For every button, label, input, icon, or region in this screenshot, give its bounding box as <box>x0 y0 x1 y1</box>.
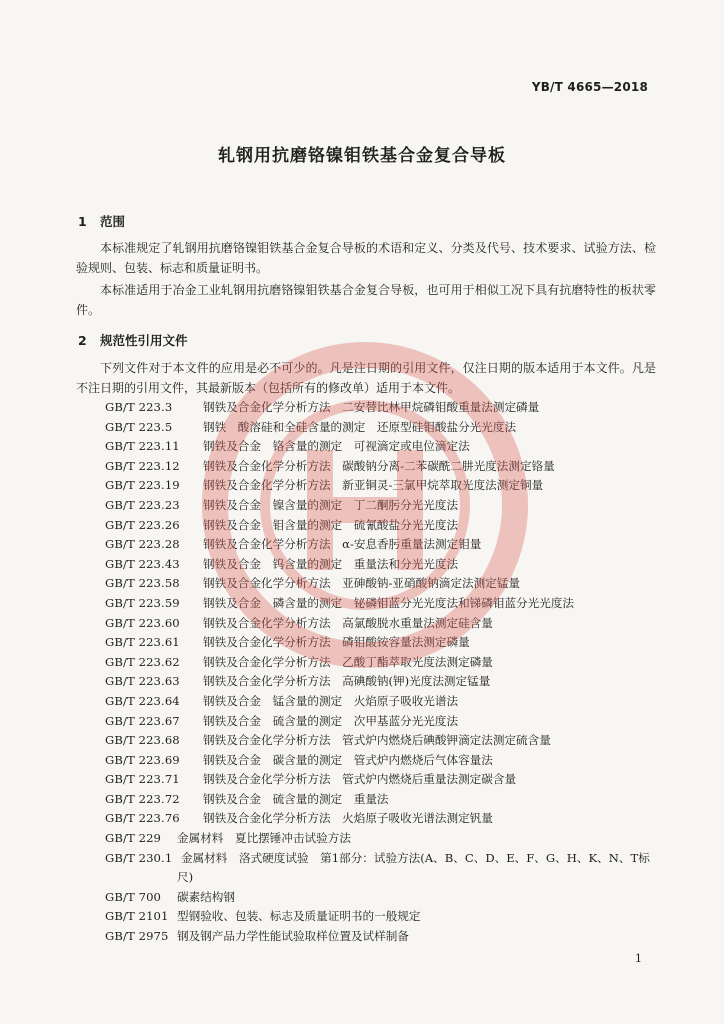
reference-title: 钢铁及合金化学分析方法 乙酸丁酯萃取光度法测定磷量 <box>203 654 493 669</box>
reference-item <box>105 712 665 732</box>
section-1-paragraph-2: 本标准适用于冶金工业轧钢用抗磨铬镍钼铁基合金复合导板，也可用于相似工况下具有抗磨特性的板状零件。 <box>76 283 656 317</box>
section-2-title: 规范性引用文件 <box>100 333 188 348</box>
reference-title: 钢铁及合金化学分析方法 亚砷酸钠-亚硝酸钠滴定法测定锰量 <box>203 576 520 591</box>
section-2-number: 2 <box>78 333 87 348</box>
reference-title: 钢铁及合金化学分析方法 磷钼酸铵容量法测定磷量 <box>203 635 470 650</box>
reference-item <box>105 829 665 849</box>
reference-code: GB/T 223.71 <box>105 772 180 787</box>
reference-code: GB/T 223.72 <box>105 791 180 806</box>
reference-title: 金属材料 洛式硬度试验 第1部分：试验方法(A、B、C、D、E、F、G、H、K、N、T标 <box>181 850 650 865</box>
section-1-heading <box>78 212 125 230</box>
reference-title: 钢铁及合金 硫含量的测定 次甲基蓝分光光度法 <box>203 713 459 728</box>
reference-code: GB/T 700 <box>105 889 162 904</box>
section-1-number: 1 <box>78 214 87 229</box>
reference-item <box>105 496 665 516</box>
reference-code: GB/T 223.43 <box>105 556 180 571</box>
section-1-paragraph-1: 本标准规定了轧钢用抗磨铬镍钼铁基合金复合导板的术语和定义、分类及代号、技术要求、试验方法、检验规则、包装、标志和质量证明书。 <box>76 241 656 275</box>
reference-code: GB/T 223.59 <box>105 595 180 610</box>
reference-item <box>105 437 665 457</box>
reference-item <box>105 476 665 496</box>
reference-title: 碳素结构钢 <box>177 889 235 904</box>
reference-title: 钢铁 酸溶硅和全硅含量的测定 还原型硅钼酸盐分光光度法 <box>203 419 517 434</box>
reference-code: GB/T 223.76 <box>105 811 180 826</box>
section-1-title: 范围 <box>100 214 126 229</box>
reference-code: GB/T 223.23 <box>105 497 180 512</box>
reference-item <box>105 457 665 477</box>
reference-title: 钢铁及合金 铬含量的测定 可视滴定或电位滴定法 <box>203 439 470 454</box>
reference-code: GB/T 223.61 <box>105 635 180 650</box>
reference-item <box>105 731 665 751</box>
reference-list <box>105 398 665 947</box>
reference-item <box>105 927 665 947</box>
reference-code: GB/T 223.3 <box>105 400 173 414</box>
reference-title: 钢铁及合金化学分析方法 火焰原子吸收光谱法测定钒量 <box>203 811 493 826</box>
reference-title: 钢铁及合金 硫含量的测定 重量法 <box>203 791 389 806</box>
reference-item <box>105 633 665 653</box>
reference-item <box>105 653 665 673</box>
reference-item <box>105 809 665 829</box>
reference-code: GB/T 223.11 <box>105 439 180 454</box>
reference-code: GB/T 223.67 <box>105 713 180 728</box>
reference-code: GB/T 229 <box>105 831 162 846</box>
reference-item <box>105 614 665 634</box>
reference-title: 钢铁及合金 镍含量的测定 丁二酮肟分光光度法 <box>203 497 459 512</box>
reference-title: 型钢验收、包装、标志及质量证明书的一般规定 <box>177 909 421 924</box>
reference-item <box>105 672 665 692</box>
reference-code: GB/T 223.26 <box>105 517 180 532</box>
reference-code: GB/T 223.63 <box>105 674 180 689</box>
reference-code: GB/T 223.12 <box>105 458 180 473</box>
reference-item <box>105 535 665 555</box>
reference-title: 钢铁及合金化学分析方法 高碘酸钠(钾)光度法测定锰量 <box>203 674 491 689</box>
reference-code: GB/T 223.19 <box>105 478 180 493</box>
reference-item <box>105 574 665 594</box>
reference-item <box>105 770 665 790</box>
document-title: 轧钢用抗磨铬镍钼铁基合金复合导板 <box>218 146 506 166</box>
reference-code: GB/T 2101 <box>105 909 169 924</box>
reference-title: 钢铁及合金化学分析方法 二安替比林甲烷磷钼酸重量法测定磷量 <box>203 400 540 414</box>
reference-item <box>105 594 665 614</box>
reference-title: 钢及钢产品力学性能试验取样位置及试样制备 <box>177 929 409 944</box>
reference-title: 金属材料 夏比摆锤冲击试验方法 <box>177 831 351 846</box>
reference-code: GB/T 223.62 <box>105 654 180 669</box>
reference-item <box>105 398 665 418</box>
reference-item <box>105 418 665 438</box>
reference-item <box>105 516 665 536</box>
standard-code: YB/T 4665—2018 <box>531 80 648 94</box>
reference-item <box>105 888 665 908</box>
section-2-heading <box>78 331 188 349</box>
reference-code: GB/T 2975 <box>105 929 169 944</box>
reference-item <box>105 692 665 712</box>
reference-code: GB/T 223.64 <box>105 693 180 708</box>
reference-title: 钢铁及合金 钨含量的测定 重量法和分光光度法 <box>203 556 459 571</box>
reference-code: GB/T 223.5 <box>105 419 173 434</box>
reference-item <box>105 555 665 575</box>
reference-item <box>105 790 665 810</box>
reference-title: 钢铁及合金化学分析方法 新亚铜灵-三氯甲烷萃取光度法测定铜量 <box>203 478 544 493</box>
reference-title: 钢铁及合金化学分析方法 高氯酸脱水重量法测定硅含量 <box>203 615 493 630</box>
reference-code: GB/T 230.1 <box>105 850 173 865</box>
reference-code: GB/T 223.58 <box>105 576 180 591</box>
reference-item <box>105 907 665 927</box>
page-number: 1 <box>635 952 642 965</box>
reference-title-continued: 尺) <box>177 870 194 885</box>
reference-title: 钢铁及合金化学分析方法 α-安息香肟重量法测定钼量 <box>203 537 482 552</box>
reference-title: 钢铁及合金 碳含量的测定 管式炉内燃烧后气体容量法 <box>203 752 493 767</box>
reference-title: 钢铁及合金化学分析方法 管式炉内燃烧后碘酸钾滴定法测定硫含量 <box>203 733 551 748</box>
reference-title: 钢铁及合金 钼含量的测定 硫氰酸盐分光光度法 <box>203 517 459 532</box>
reference-title: 钢铁及合金 磷含量的测定 铋磷钼蓝分光光度法和锑磷钼蓝分光光度法 <box>203 595 575 610</box>
reference-item <box>105 849 665 888</box>
reference-title: 钢铁及合金化学分析方法 碳酸钠分离-二苯碳酰二肼光度法测定铬量 <box>203 458 555 473</box>
reference-title: 钢铁及合金 锰含量的测定 火焰原子吸收光谱法 <box>203 693 459 708</box>
reference-code: GB/T 223.69 <box>105 752 180 767</box>
reference-title: 钢铁及合金化学分析方法 管式炉内燃烧后重量法测定碳含量 <box>203 772 517 787</box>
reference-code: GB/T 223.68 <box>105 733 180 748</box>
section-2-intro: 下列文件对于本文件的应用是必不可少的。凡是注日期的引用文件，仅注日期的版本适用于本文件。凡是不注日期的引用文件，其最新版本（包括所有的修改单）适用于本文件。 <box>76 361 656 395</box>
reference-item <box>105 751 665 771</box>
reference-code: GB/T 223.28 <box>105 537 180 552</box>
reference-code: GB/T 223.60 <box>105 615 180 630</box>
